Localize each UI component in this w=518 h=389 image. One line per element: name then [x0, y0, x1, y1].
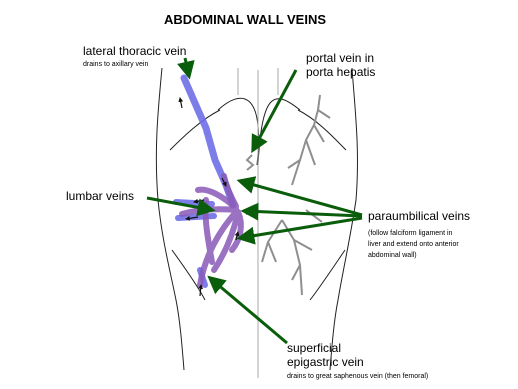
label-lateral-thoracic: lateral thoracic vein — [83, 44, 187, 58]
label-portal-line-2: porta hepatis — [306, 65, 376, 79]
arrow-superficial-epigastric — [210, 278, 287, 343]
label-superficial-line-2: epigastric vein — [287, 355, 364, 369]
arrow-portal — [253, 70, 296, 150]
paraumbilical-veins — [182, 176, 241, 285]
label-paraumbilical: paraumbilical veins — [368, 209, 471, 223]
arrow-paraumbilical-2 — [244, 211, 362, 216]
note-paraumbilical-line-1: (follow falciform ligament in — [368, 230, 453, 237]
arrow-lateral-thoracic — [185, 58, 189, 76]
label-portal-line-1: portal vein in — [306, 51, 375, 65]
note-lateral-thoracic: drains to axillary vein — [83, 61, 149, 68]
note-paraumbilical-line-3: abdominal wall) — [368, 252, 417, 259]
label-superficial-line-1: superficial — [287, 341, 342, 355]
note-paraumbilical-line-2: liver and extend onto anterior — [368, 241, 459, 248]
diagram-title: ABDOMINAL WALL VEINS — [164, 12, 327, 27]
label-lumbar: lumbar veins — [66, 189, 135, 203]
note-superficial: drains to great saphenous vein (then femoral) — [287, 373, 429, 380]
